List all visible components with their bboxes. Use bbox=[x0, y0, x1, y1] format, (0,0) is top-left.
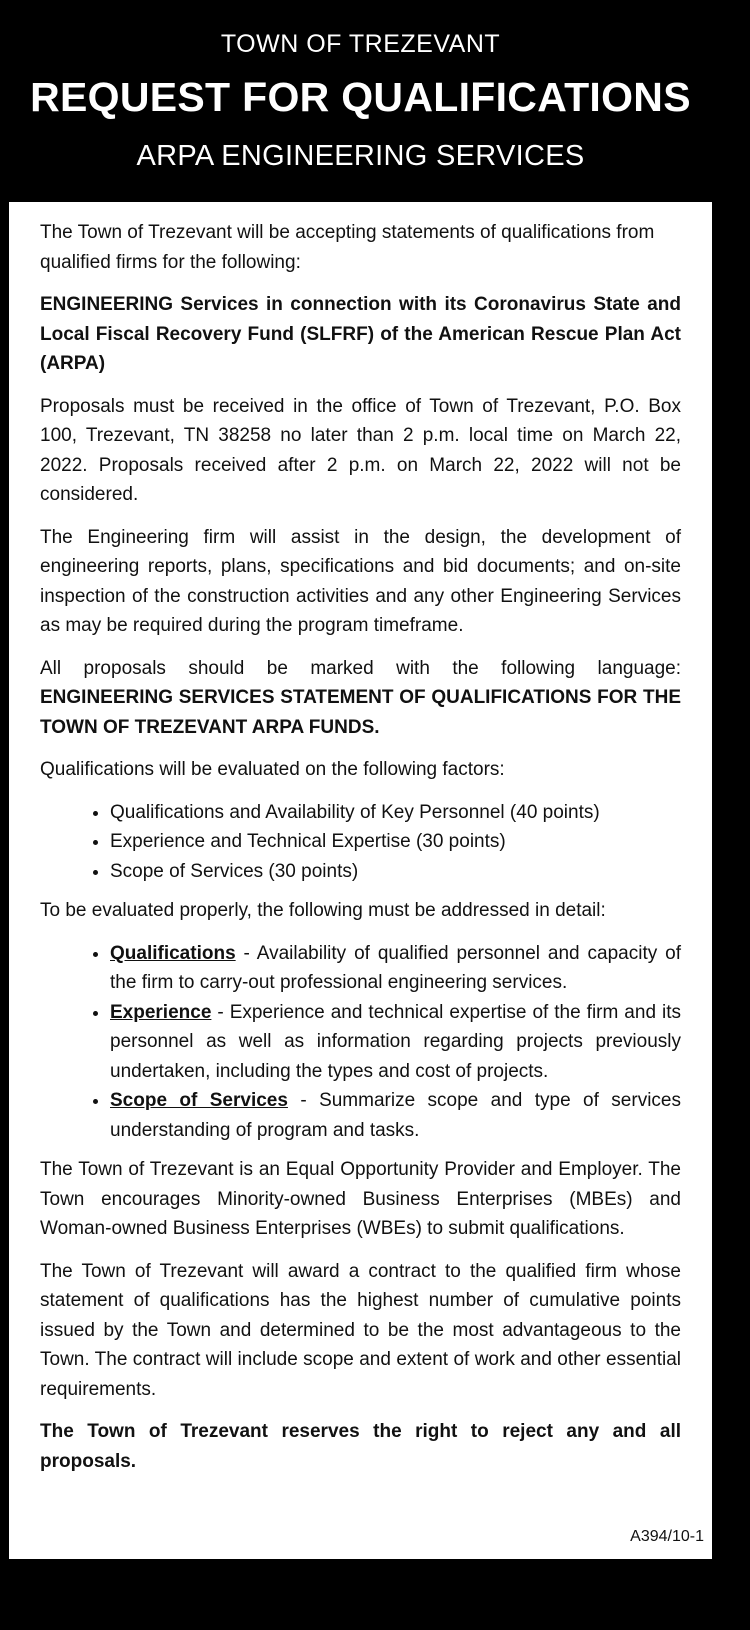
details-intro: To be evaluated properly, the following must be addressed in detail: bbox=[40, 900, 606, 921]
marking-language: ENGINEERING SERVICES STATEMENT OF QUALIFICATIONS FOR THE TOWN OF TREZEVANT ARPA FUNDS. bbox=[40, 687, 681, 738]
award-paragraph: The Town of Trezevant will award a contract to the qualified firm whose statement of qualifications has the highest number of cumulative points issued by the Town and determined to be the most advantageous to the Town. The contract will include scope and extent of work and other essential requirements. bbox=[40, 1260, 681, 1400]
deadline-paragraph: Proposals must be received in the office of Town of Trezevant, P.O. Box 100, Trezevant, TN 38258 no later than 2 p.m. local time on March 22, 2022. Proposals received after 2 p.m. on March 22, 2022 will not be considered. bbox=[40, 395, 681, 505]
services-heading: ENGINEERING Services in connection with its Coronavirus State and Local Fiscal Recovery Fund (SLFRF) of the American Rescue Plan Act (ARPA) bbox=[40, 294, 681, 374]
notice-header bbox=[0, 0, 721, 196]
notice-title: REQUEST FOR QUALIFICATIONS bbox=[30, 74, 691, 120]
details-list bbox=[40, 939, 681, 1146]
detail-term: Scope of Services bbox=[110, 1090, 288, 1111]
marking-paragraph bbox=[40, 654, 681, 743]
notice-subtitle: ARPA ENGINEERING SERVICES bbox=[136, 140, 585, 172]
factor-item: • Scope of Services (30 points) bbox=[110, 857, 681, 887]
engineering-scope-paragraph: The Engineering firm will assist in the design, the development of engineering reports, plans, specifications and bid documents; and on-site inspection of the construction activities and any other Engineering Services as may be required during the program timeframe. bbox=[40, 526, 681, 636]
detail-item bbox=[110, 939, 681, 998]
factors-list bbox=[40, 798, 681, 887]
factors-intro: Qualifications will be evaluated on the following factors: bbox=[40, 759, 505, 780]
equal-opportunity-paragraph: The Town of Trezevant is an Equal Opportunity Provider and Employer. The Town encourages Minority-owned Business Enterprises (MBEs) and Woman-owned Business Enterprises (WBEs) to submit qualifications. bbox=[40, 1159, 681, 1239]
detail-term: Experience bbox=[110, 1001, 212, 1023]
intro-paragraph: The Town of Trezevant will be accepting statements of qualifications from qualified firms for the following: bbox=[40, 222, 655, 273]
detail-text: - Summarize scope and type of services understanding of program and tasks. bbox=[110, 1090, 681, 1141]
town-name: TOWN OF TREZEVANT bbox=[220, 30, 501, 58]
detail-item bbox=[110, 1086, 681, 1145]
detail-item bbox=[110, 998, 681, 1087]
notice-body bbox=[9, 202, 712, 1559]
detail-term: Qualifications bbox=[110, 942, 236, 964]
detail-text: - Availability of qualified personnel and capacity of the firm to carry-out professional engineering services. bbox=[110, 942, 681, 993]
factor-item: • Experience and Technical Expertise (30 points) bbox=[110, 827, 681, 857]
ad-code: A394/10-1 bbox=[630, 1527, 704, 1545]
factor-item: • Qualifications and Availability of Key Personnel (40 points) bbox=[110, 798, 681, 828]
detail-text: - Experience and technical expertise of the firm and its personnel as well as information regarding projects previously undertaken, including the types and cost of projects. bbox=[110, 1001, 681, 1082]
marking-intro: All proposals should be marked with the following language: bbox=[40, 657, 681, 679]
reserve-rights-paragraph: The Town of Trezevant reserves the right to reject any and all proposals. bbox=[40, 1421, 681, 1472]
